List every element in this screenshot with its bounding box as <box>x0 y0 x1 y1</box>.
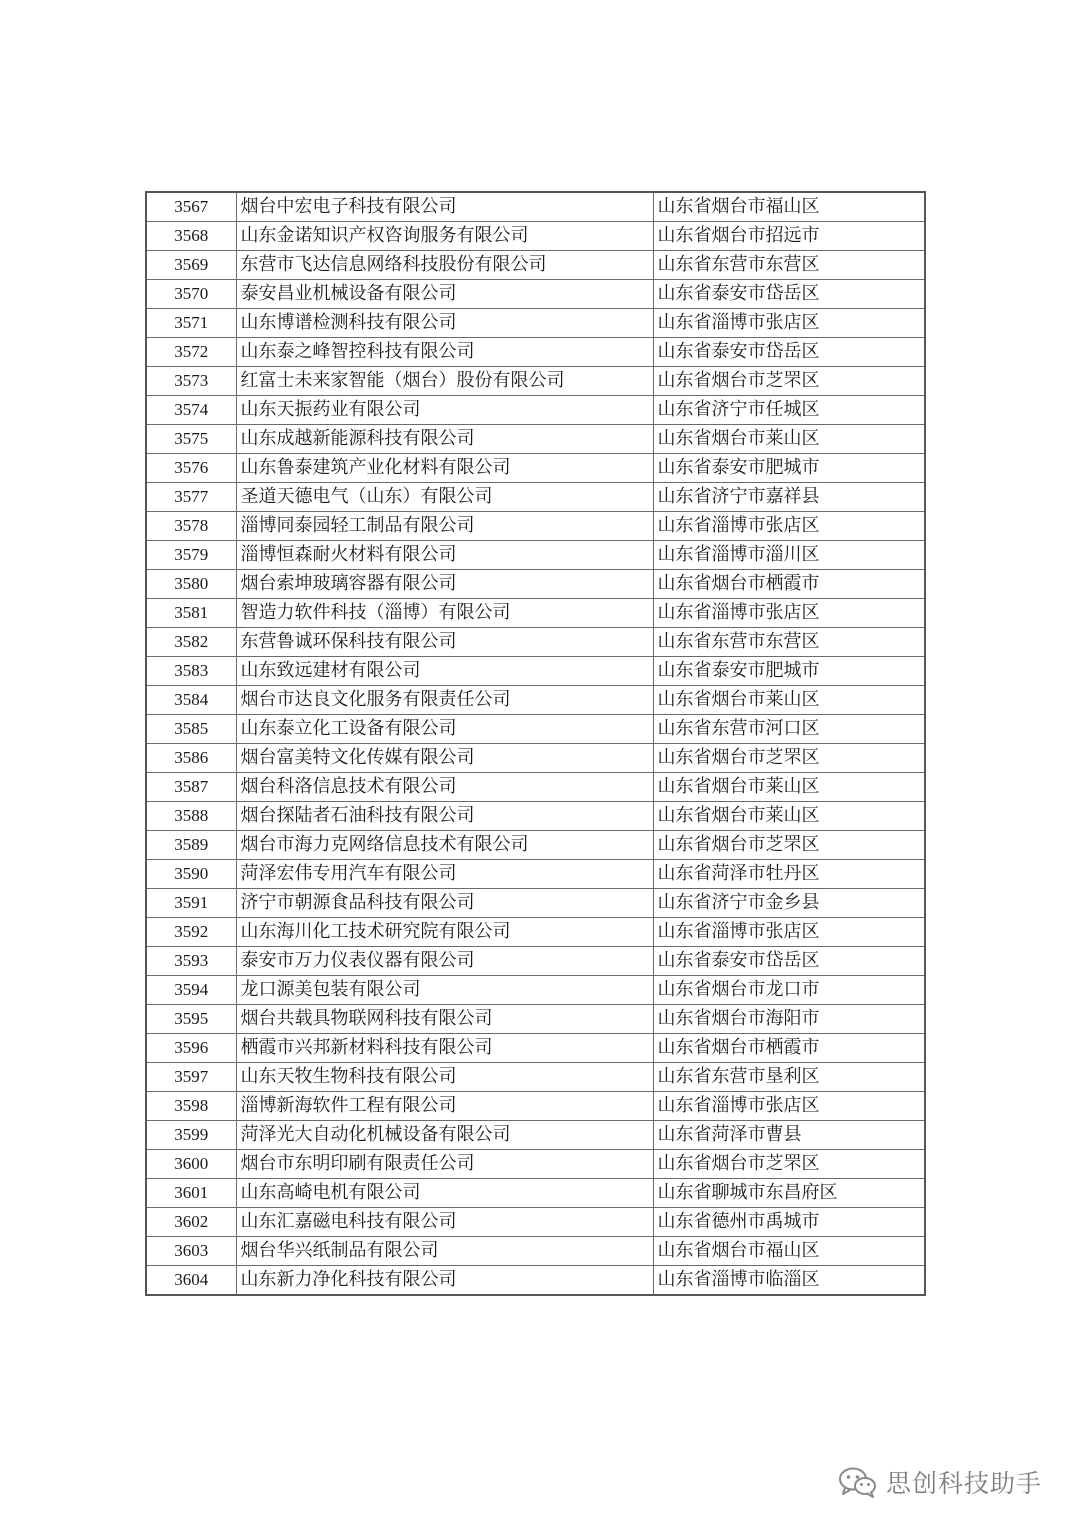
row-number: 3598 <box>146 1092 236 1121</box>
company-location: 山东省泰安市肥城市 <box>653 657 925 686</box>
company-location: 山东省淄博市张店区 <box>653 918 925 947</box>
row-number: 3568 <box>146 222 236 251</box>
table-row <box>146 541 925 570</box>
company-location: 山东省烟台市芝罘区 <box>653 367 925 396</box>
row-number: 3570 <box>146 280 236 309</box>
company-location: 山东省烟台市海阳市 <box>653 1005 925 1034</box>
company-name: 山东汇嘉磁电科技有限公司 <box>236 1208 653 1237</box>
company-name: 山东海川化工技术研究院有限公司 <box>236 918 653 947</box>
row-number: 3584 <box>146 686 236 715</box>
table-row <box>146 512 925 541</box>
company-location: 山东省济宁市金乡县 <box>653 889 925 918</box>
company-location: 山东省泰安市岱岳区 <box>653 280 925 309</box>
company-location: 山东省烟台市莱山区 <box>653 425 925 454</box>
company-name: 烟台华兴纸制品有限公司 <box>236 1237 653 1266</box>
company-name: 东营市飞达信息网络科技股份有限公司 <box>236 251 653 280</box>
table-row <box>146 657 925 686</box>
table-row <box>146 1034 925 1063</box>
company-location: 山东省济宁市嘉祥县 <box>653 483 925 512</box>
table-row <box>146 599 925 628</box>
table-row <box>146 802 925 831</box>
table-row <box>146 309 925 338</box>
company-location: 山东省烟台市莱山区 <box>653 686 925 715</box>
table-row <box>146 1179 925 1208</box>
company-location: 山东省烟台市龙口市 <box>653 976 925 1005</box>
company-location: 山东省泰安市岱岳区 <box>653 947 925 976</box>
row-number: 3586 <box>146 744 236 773</box>
company-location: 山东省泰安市岱岳区 <box>653 338 925 367</box>
company-name: 烟台探陆者石油科技有限公司 <box>236 802 653 831</box>
company-name: 山东成越新能源科技有限公司 <box>236 425 653 454</box>
company-location: 山东省淄博市淄川区 <box>653 541 925 570</box>
table-row <box>146 686 925 715</box>
company-name: 圣道天德电气（山东）有限公司 <box>236 483 653 512</box>
table-row <box>146 483 925 512</box>
company-location: 山东省烟台市芝罘区 <box>653 744 925 773</box>
company-location: 山东省聊城市东昌府区 <box>653 1179 925 1208</box>
table-row <box>146 773 925 802</box>
company-location: 山东省淄博市临淄区 <box>653 1266 925 1296</box>
row-number: 3582 <box>146 628 236 657</box>
company-name: 泰安市万力仪表仪器有限公司 <box>236 947 653 976</box>
table-row <box>146 1266 925 1296</box>
table-row <box>146 976 925 1005</box>
table-row <box>146 918 925 947</box>
company-table-body <box>146 192 925 1295</box>
company-location: 山东省菏泽市曹县 <box>653 1121 925 1150</box>
table-row <box>146 1092 925 1121</box>
row-number: 3595 <box>146 1005 236 1034</box>
company-name: 智造力软件科技（淄博）有限公司 <box>236 599 653 628</box>
row-number: 3587 <box>146 773 236 802</box>
row-number: 3572 <box>146 338 236 367</box>
table-row <box>146 1150 925 1179</box>
table-row <box>146 251 925 280</box>
row-number: 3575 <box>146 425 236 454</box>
company-name: 烟台共载具物联网科技有限公司 <box>236 1005 653 1034</box>
table-row <box>146 744 925 773</box>
table-row <box>146 367 925 396</box>
table-row <box>146 628 925 657</box>
company-name: 山东天牧生物科技有限公司 <box>236 1063 653 1092</box>
company-name: 菏泽光大自动化机械设备有限公司 <box>236 1121 653 1150</box>
company-location: 山东省东营市东营区 <box>653 628 925 657</box>
table-row <box>146 280 925 309</box>
company-name: 山东金诺知识产权咨询服务有限公司 <box>236 222 653 251</box>
row-number: 3583 <box>146 657 236 686</box>
company-name: 山东高崎电机有限公司 <box>236 1179 653 1208</box>
company-name: 龙口源美包装有限公司 <box>236 976 653 1005</box>
row-number: 3603 <box>146 1237 236 1266</box>
company-name: 烟台市东明印刷有限责任公司 <box>236 1150 653 1179</box>
company-name: 山东天振药业有限公司 <box>236 396 653 425</box>
company-location: 山东省菏泽市牡丹区 <box>653 860 925 889</box>
company-location: 山东省烟台市莱山区 <box>653 802 925 831</box>
row-number: 3579 <box>146 541 236 570</box>
table-row <box>146 425 925 454</box>
company-location: 山东省淄博市张店区 <box>653 309 925 338</box>
row-number: 3585 <box>146 715 236 744</box>
company-name: 烟台富美特文化传媒有限公司 <box>236 744 653 773</box>
table-row <box>146 1237 925 1266</box>
company-location: 山东省泰安市肥城市 <box>653 454 925 483</box>
company-location: 山东省淄博市张店区 <box>653 1092 925 1121</box>
row-number: 3578 <box>146 512 236 541</box>
table-row <box>146 889 925 918</box>
row-number: 3577 <box>146 483 236 512</box>
row-number: 3576 <box>146 454 236 483</box>
row-number: 3581 <box>146 599 236 628</box>
company-location: 山东省烟台市福山区 <box>653 192 925 222</box>
table-row <box>146 396 925 425</box>
company-location: 山东省烟台市莱山区 <box>653 773 925 802</box>
table-row <box>146 831 925 860</box>
table-row <box>146 1063 925 1092</box>
row-number: 3591 <box>146 889 236 918</box>
company-name: 淄博同泰园轻工制品有限公司 <box>236 512 653 541</box>
company-location: 山东省德州市禹城市 <box>653 1208 925 1237</box>
table-row <box>146 947 925 976</box>
company-name: 山东泰立化工设备有限公司 <box>236 715 653 744</box>
company-name: 山东泰之峰智控科技有限公司 <box>236 338 653 367</box>
company-name: 山东鲁泰建筑产业化材料有限公司 <box>236 454 653 483</box>
company-name: 济宁市朝源食品科技有限公司 <box>236 889 653 918</box>
company-table <box>145 191 926 1296</box>
table-row <box>146 715 925 744</box>
company-location: 山东省东营市垦利区 <box>653 1063 925 1092</box>
company-location: 山东省济宁市任城区 <box>653 396 925 425</box>
table-row <box>146 454 925 483</box>
company-name: 烟台市达良文化服务有限责任公司 <box>236 686 653 715</box>
company-location: 山东省烟台市芝罘区 <box>653 1150 925 1179</box>
row-number: 3600 <box>146 1150 236 1179</box>
company-name: 红富士未来家智能（烟台）股份有限公司 <box>236 367 653 396</box>
watermark-text: 思创科技助手 <box>886 1469 1043 1498</box>
company-location: 山东省烟台市芝罘区 <box>653 831 925 860</box>
company-location: 山东省烟台市栖霞市 <box>653 1034 925 1063</box>
company-name: 山东博谱检测科技有限公司 <box>236 309 653 338</box>
company-name: 烟台市海力克网络信息技术有限公司 <box>236 831 653 860</box>
table-row <box>146 222 925 251</box>
company-location: 山东省烟台市福山区 <box>653 1237 925 1266</box>
company-location: 山东省淄博市张店区 <box>653 512 925 541</box>
company-name: 东营鲁诚环保科技有限公司 <box>236 628 653 657</box>
company-name: 泰安昌业机械设备有限公司 <box>236 280 653 309</box>
wechat-icon <box>838 1465 878 1499</box>
table-row <box>146 1005 925 1034</box>
company-name: 淄博新海软件工程有限公司 <box>236 1092 653 1121</box>
row-number: 3589 <box>146 831 236 860</box>
row-number: 3571 <box>146 309 236 338</box>
table-row <box>146 192 925 222</box>
row-number: 3599 <box>146 1121 236 1150</box>
row-number: 3580 <box>146 570 236 599</box>
row-number: 3596 <box>146 1034 236 1063</box>
table-row <box>146 1208 925 1237</box>
company-location: 山东省东营市东营区 <box>653 251 925 280</box>
row-number: 3592 <box>146 918 236 947</box>
company-name: 山东致远建材有限公司 <box>236 657 653 686</box>
row-number: 3602 <box>146 1208 236 1237</box>
table-row <box>146 570 925 599</box>
row-number: 3574 <box>146 396 236 425</box>
row-number: 3567 <box>146 192 236 222</box>
company-location: 山东省淄博市张店区 <box>653 599 925 628</box>
row-number: 3588 <box>146 802 236 831</box>
company-name: 栖霞市兴邦新材料科技有限公司 <box>236 1034 653 1063</box>
table-row <box>146 860 925 889</box>
company-name: 山东新力净化科技有限公司 <box>236 1266 653 1296</box>
row-number: 3604 <box>146 1266 236 1296</box>
table-row <box>146 1121 925 1150</box>
row-number: 3597 <box>146 1063 236 1092</box>
company-name: 烟台索坤玻璃容器有限公司 <box>236 570 653 599</box>
row-number: 3590 <box>146 860 236 889</box>
company-location: 山东省东营市河口区 <box>653 715 925 744</box>
table-row <box>146 338 925 367</box>
row-number: 3573 <box>146 367 236 396</box>
row-number: 3594 <box>146 976 236 1005</box>
row-number: 3593 <box>146 947 236 976</box>
row-number: 3569 <box>146 251 236 280</box>
company-name: 淄博恒森耐火材料有限公司 <box>236 541 653 570</box>
watermark <box>838 1462 1042 1502</box>
company-name: 烟台中宏电子科技有限公司 <box>236 192 653 222</box>
company-location: 山东省烟台市栖霞市 <box>653 570 925 599</box>
company-name: 菏泽宏伟专用汽车有限公司 <box>236 860 653 889</box>
row-number: 3601 <box>146 1179 236 1208</box>
company-name: 烟台科洛信息技术有限公司 <box>236 773 653 802</box>
company-location: 山东省烟台市招远市 <box>653 222 925 251</box>
